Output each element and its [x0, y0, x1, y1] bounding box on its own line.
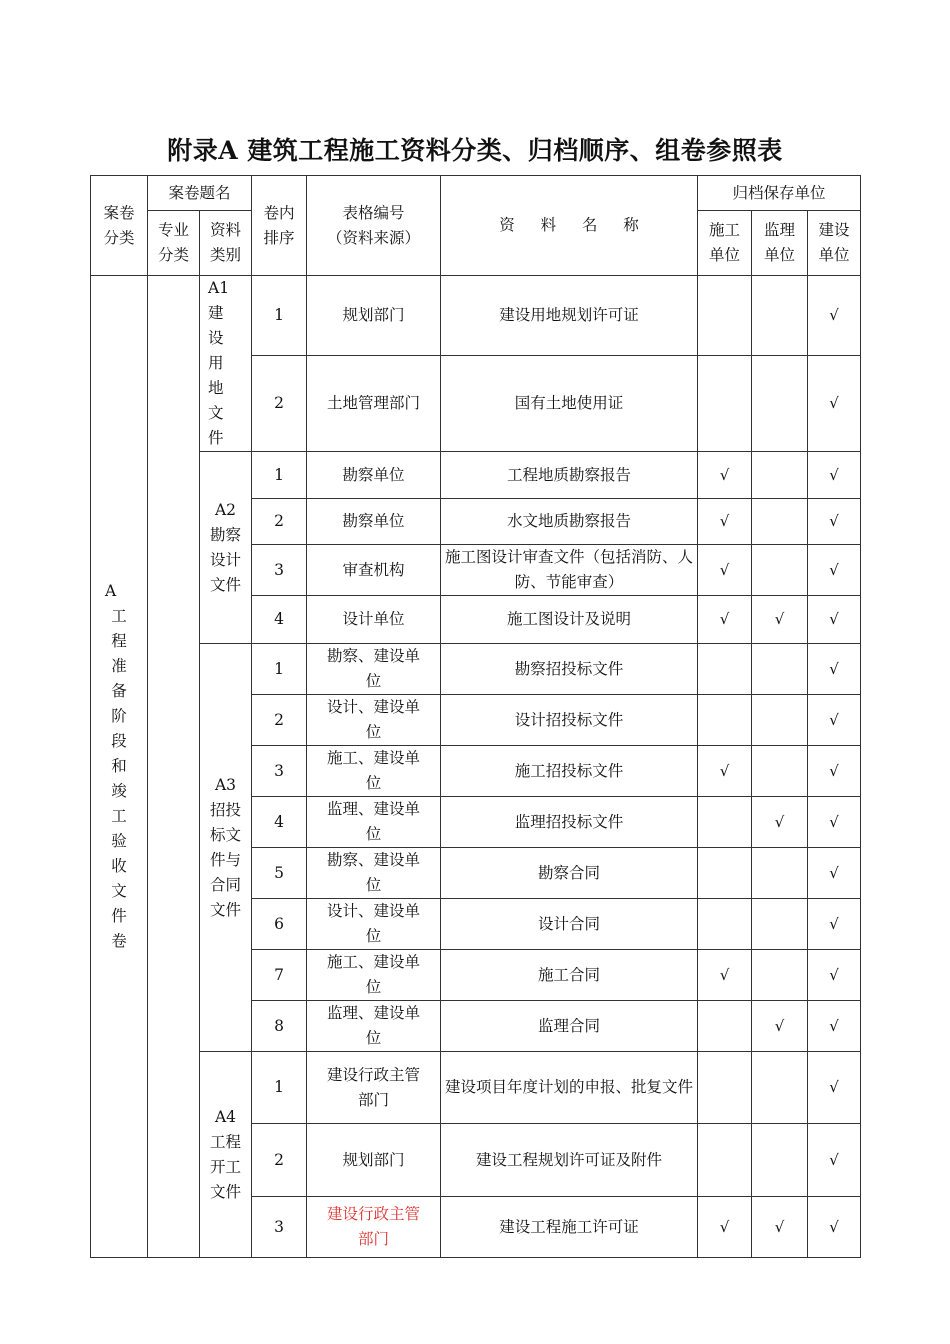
category-name: 工程开工文件 — [209, 1132, 241, 1201]
supervision-check-cell — [752, 644, 808, 695]
document-name-cell: 建设用地规划许可证 — [441, 276, 698, 356]
construction-check-cell: √ — [698, 499, 752, 545]
source-cell: 规划部门 — [307, 1124, 441, 1197]
construction-check-cell — [698, 356, 752, 452]
owner-check-cell: √ — [808, 356, 861, 452]
source-cell: 勘察、建设单位 — [307, 644, 441, 695]
archive-reference-table — [90, 175, 861, 1258]
source-cell: 土地管理部门 — [307, 356, 441, 452]
table-row — [91, 644, 861, 695]
category-code: A4 — [214, 1107, 237, 1126]
category-code: A3 — [214, 775, 237, 794]
document-name-cell: 设计招投标文件 — [441, 695, 698, 746]
header-topic: 案卷题名 — [148, 176, 252, 211]
owner-check-cell: √ — [808, 276, 861, 356]
document-name-cell: 施工图设计及说明 — [441, 596, 698, 644]
owner-check-cell: √ — [808, 746, 861, 797]
supervision-check-cell — [752, 1052, 808, 1124]
supervision-check-cell — [752, 695, 808, 746]
document-name-cell: 国有土地使用证 — [441, 356, 698, 452]
construction-check-cell — [698, 695, 752, 746]
data-category-cell — [200, 452, 252, 644]
construction-check-cell: √ — [698, 1197, 752, 1258]
supervision-check-cell: √ — [752, 1001, 808, 1052]
order-cell: 4 — [252, 797, 307, 848]
header-form-number-line1: 表格编号 — [342, 203, 405, 222]
owner-check-cell: √ — [808, 695, 861, 746]
owner-check-cell: √ — [808, 1052, 861, 1124]
document-name-cell: 勘察合同 — [441, 848, 698, 899]
category-code: A1 — [208, 279, 230, 297]
order-cell: 5 — [252, 848, 307, 899]
order-cell: 4 — [252, 596, 307, 644]
source-cell: 设计、建设单位 — [307, 695, 441, 746]
document-name-cell: 水文地质勘察报告 — [441, 499, 698, 545]
owner-check-cell: √ — [808, 1001, 861, 1052]
owner-check-cell: √ — [808, 899, 861, 950]
owner-check-cell: √ — [808, 1197, 861, 1258]
category-name: 建设用地文件 — [208, 304, 228, 447]
construction-check-cell — [698, 276, 752, 356]
header-form-number-line2: （资料来源） — [326, 228, 420, 247]
order-cell: 1 — [252, 452, 307, 499]
order-cell: 6 — [252, 899, 307, 950]
header-construction-unit: 施工单位 — [698, 211, 752, 276]
order-cell: 8 — [252, 1001, 307, 1052]
category-name: 招投标文件与合同文件 — [209, 800, 241, 919]
header-volume-class: 案卷分类 — [91, 176, 148, 276]
volume-class-cell — [91, 276, 148, 1258]
supervision-check-cell — [752, 950, 808, 1001]
supervision-check-cell — [752, 899, 808, 950]
order-cell: 2 — [252, 695, 307, 746]
category-name: 勘察设计文件 — [209, 525, 241, 594]
supervision-check-cell — [752, 452, 808, 499]
construction-check-cell — [698, 899, 752, 950]
supervision-check-cell — [752, 276, 808, 356]
order-cell: 3 — [252, 545, 307, 596]
header-order: 卷内排序 — [252, 176, 307, 276]
table-body — [91, 276, 861, 1258]
owner-check-cell: √ — [808, 452, 861, 499]
owner-check-cell: √ — [808, 797, 861, 848]
order-cell: 2 — [252, 499, 307, 545]
data-category-cell — [200, 644, 252, 1052]
owner-check-cell: √ — [808, 596, 861, 644]
construction-check-cell: √ — [698, 452, 752, 499]
category-code: A2 — [214, 500, 237, 519]
owner-check-cell: √ — [808, 545, 861, 596]
header-owner-unit: 建设单位 — [808, 211, 861, 276]
header-supervision-unit: 监理单位 — [752, 211, 808, 276]
source-cell: 建设行政主管部门 — [307, 1052, 441, 1124]
header-form-number — [307, 176, 441, 276]
order-cell: 2 — [252, 1124, 307, 1197]
order-cell: 3 — [252, 746, 307, 797]
table-row — [91, 452, 861, 499]
source-cell: 设计单位 — [307, 596, 441, 644]
order-cell: 1 — [252, 1052, 307, 1124]
header-data-type: 资料类别 — [200, 211, 252, 276]
volume-letter: A — [105, 582, 117, 600]
construction-check-cell: √ — [698, 545, 752, 596]
construction-check-cell — [698, 848, 752, 899]
document-name-cell: 建设项目年度计划的申报、批复文件 — [441, 1052, 698, 1124]
supervision-check-cell — [752, 545, 808, 596]
construction-check-cell — [698, 797, 752, 848]
source-cell: 勘察、建设单位 — [307, 848, 441, 899]
source-cell: 监理、建设单位 — [307, 797, 441, 848]
source-cell: 建设行政主管部门 — [307, 1197, 441, 1258]
owner-check-cell: √ — [808, 950, 861, 1001]
document-name-cell: 监理招投标文件 — [441, 797, 698, 848]
construction-check-cell: √ — [698, 950, 752, 1001]
supervision-check-cell — [752, 356, 808, 452]
construction-check-cell — [698, 644, 752, 695]
document-name-cell: 建设工程规划许可证及附件 — [441, 1124, 698, 1197]
order-cell: 7 — [252, 950, 307, 1001]
source-cell: 勘察单位 — [307, 499, 441, 545]
order-cell: 1 — [252, 644, 307, 695]
supervision-check-cell — [752, 848, 808, 899]
order-cell: 2 — [252, 356, 307, 452]
construction-check-cell — [698, 1052, 752, 1124]
order-cell: 3 — [252, 1197, 307, 1258]
document-name-cell: 勘察招投标文件 — [441, 644, 698, 695]
supervision-check-cell: √ — [752, 596, 808, 644]
data-category-cell — [200, 1052, 252, 1258]
document-name-cell: 施工招投标文件 — [441, 746, 698, 797]
document-name-cell: 监理合同 — [441, 1001, 698, 1052]
supervision-check-cell — [752, 499, 808, 545]
source-cell: 施工、建设单位 — [307, 950, 441, 1001]
supervision-check-cell — [752, 746, 808, 797]
construction-check-cell: √ — [698, 596, 752, 644]
table-row — [91, 1052, 861, 1124]
document-name-cell: 工程地质勘察报告 — [441, 452, 698, 499]
volume-name: 工程准备阶段和竣工验收文件卷 — [111, 607, 127, 950]
owner-check-cell: √ — [808, 644, 861, 695]
supervision-check-cell: √ — [752, 797, 808, 848]
document-name-cell: 建设工程施工许可证 — [441, 1197, 698, 1258]
source-cell: 施工、建设单位 — [307, 746, 441, 797]
owner-check-cell: √ — [808, 499, 861, 545]
document-name-cell: 设计合同 — [441, 899, 698, 950]
construction-check-cell — [698, 1124, 752, 1197]
source-cell: 审查机构 — [307, 545, 441, 596]
source-cell: 勘察单位 — [307, 452, 441, 499]
header-document-name: 资 料 名 称 — [441, 176, 698, 276]
supervision-check-cell: √ — [752, 1197, 808, 1258]
data-category-cell — [200, 276, 252, 452]
page-title: 附录A 建筑工程施工资料分类、归档顺序、组卷参照表 — [167, 136, 783, 165]
source-cell: 规划部门 — [307, 276, 441, 356]
specialty-cell — [148, 276, 200, 1258]
document-name-cell: 施工合同 — [441, 950, 698, 1001]
order-cell: 1 — [252, 276, 307, 356]
document-name-cell: 施工图设计审查文件（包括消防、人防、节能审查） — [441, 545, 698, 596]
source-cell: 监理、建设单位 — [307, 1001, 441, 1052]
source-cell: 设计、建设单位 — [307, 899, 441, 950]
supervision-check-cell — [752, 1124, 808, 1197]
owner-check-cell: √ — [808, 848, 861, 899]
table-row — [91, 276, 861, 356]
construction-check-cell — [698, 1001, 752, 1052]
owner-check-cell: √ — [808, 1124, 861, 1197]
header-specialty: 专业分类 — [148, 211, 200, 276]
construction-check-cell: √ — [698, 746, 752, 797]
header-archive-units: 归档保存单位 — [698, 176, 861, 211]
